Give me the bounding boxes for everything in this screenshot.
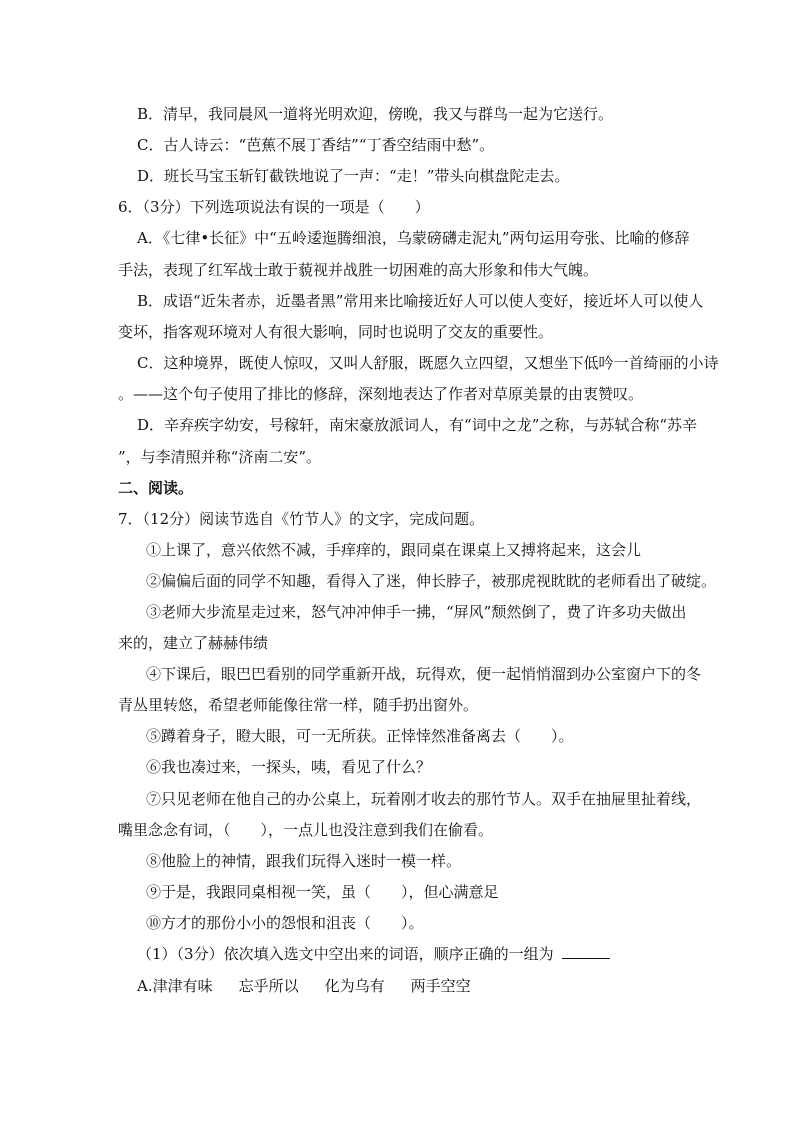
passage-paragraph-4-line2: 青丛里转悠，希望老师能像往常一样，随手扔出窗外。 — [118, 696, 479, 714]
passage-paragraph-3-line2: 来的，建立了赫赫伟绩 — [118, 634, 269, 652]
q6-option-b-line2: 变坏，指客观环境对人有很大影响，同时也说明了交友的重要性。 — [118, 323, 554, 341]
q5-option-d: D．班长马宝玉斩钉截铁地说了一声：“走！”带头向棋盘陀走去。 — [137, 167, 570, 185]
passage-paragraph-8: ⑧他脸上的神情，跟我们玩得入迷时一模一样。 — [146, 852, 462, 870]
option-a-word-1: A.津津有味 — [137, 977, 213, 995]
section-heading: 二、阅读。 — [118, 479, 194, 497]
passage-paragraph-7-line2: 嘴里念念有词，（ ），一点儿也没注意到我们在偷看。 — [118, 821, 494, 839]
option-a-word-4: 两手空空 — [410, 977, 471, 995]
q6-option-c-line1: C．这种境界，既使人惊叹，又叫人舒服，既愿久立四望，又想坐下低吟一首绮丽的小诗 — [137, 354, 719, 372]
option-a-word-3: 化为乌有 — [324, 977, 385, 995]
sub-question-1-option-a — [137, 976, 471, 996]
q6-option-d-line2: ”，与李清照并称“济南二安”。 — [118, 448, 322, 466]
q7-stem: 7．（12分）阅读节选自《竹节人》的文字，完成问题。 — [118, 510, 485, 528]
passage-paragraph-4-line1: ④下课后，眼巴巴看别的同学重新开战，玩得欢，便一起悄悄溜到办公室窗户下的冬 — [146, 665, 702, 683]
passage-paragraph-2: ②偏偏后面的同学不知趣，看得入了迷，伸长脖子，被那虎视眈眈的老师看出了破绽。 — [146, 572, 717, 590]
q6-option-b-line1: B．成语“近朱者赤，近墨者黑”常用来比喻接近好人可以使人变好，接近坏人可以使人 — [137, 292, 704, 310]
passage-paragraph-3-line1: ③老师大步流星走过来，怒气冲冲伸手一拂，“屏风”颓然倒了，费了许多功夫做出 — [146, 603, 687, 621]
passage-paragraph-9: ⑨于是，我跟同桌相视一笑，虽（ ），但心满意足 — [146, 883, 499, 901]
answer-blank[interactable] — [562, 944, 610, 959]
q6-option-a-line1: A．《七律•长征》中“五岭逶迤腾细浪，乌蒙磅礴走泥丸”两句运用夸张、比喻的修辞 — [137, 229, 690, 247]
q6-option-a-line2: 手法，表现了红军战士敢于藐视并战胜一切困难的高大形象和伟大气魄。 — [118, 261, 599, 279]
q5-option-c: C．古人诗云：“芭蕉不展丁香结”“丁香空结雨中愁”。 — [137, 136, 495, 154]
q5-option-b: B．清早，我同晨风一道将光明欢迎，傍晚，我又与群鸟一起为它送行。 — [137, 105, 614, 123]
passage-paragraph-7-line1: ⑦只见老师在他自己的办公桌上，玩着刚才收去的那竹节人。双手在抽屉里扯着线， — [146, 790, 702, 808]
passage-paragraph-1: ①上课了，意兴依然不减，手痒痒的，跟同桌在课桌上又搏将起来，这会儿 — [146, 541, 642, 559]
q6-option-d-line1: D．辛弃疾字幼安，号稼轩，南宋豪放派词人，有“词中之龙”之称，与苏轼合称“苏辛 — [137, 416, 698, 434]
passage-paragraph-10: ⑩方才的那份小小的怨恨和沮丧（ ）。 — [146, 914, 424, 932]
option-a-word-2: 忘乎所以 — [238, 977, 299, 995]
q6-option-c-line2: 。——这个句子使用了排比的修辞，深刻地表达了作者对草原美景的由衷赞叹。 — [118, 385, 644, 403]
q6-stem: 6．（3分）下列选项说法有误的一项是（ ） — [118, 198, 430, 216]
sub-question-1 — [137, 944, 610, 964]
passage-paragraph-6: ⑥我也凑过来，一探头，咦，看见了什么？ — [146, 758, 432, 776]
sub-question-1-text: （1）（3分）依次填入选文中空出来的词语，顺序正确的一组为 — [137, 945, 554, 963]
passage-paragraph-5: ⑤蹲着身子，瞪大眼，可一无所获。正悻悻然准备离去（ ）。 — [146, 727, 574, 745]
